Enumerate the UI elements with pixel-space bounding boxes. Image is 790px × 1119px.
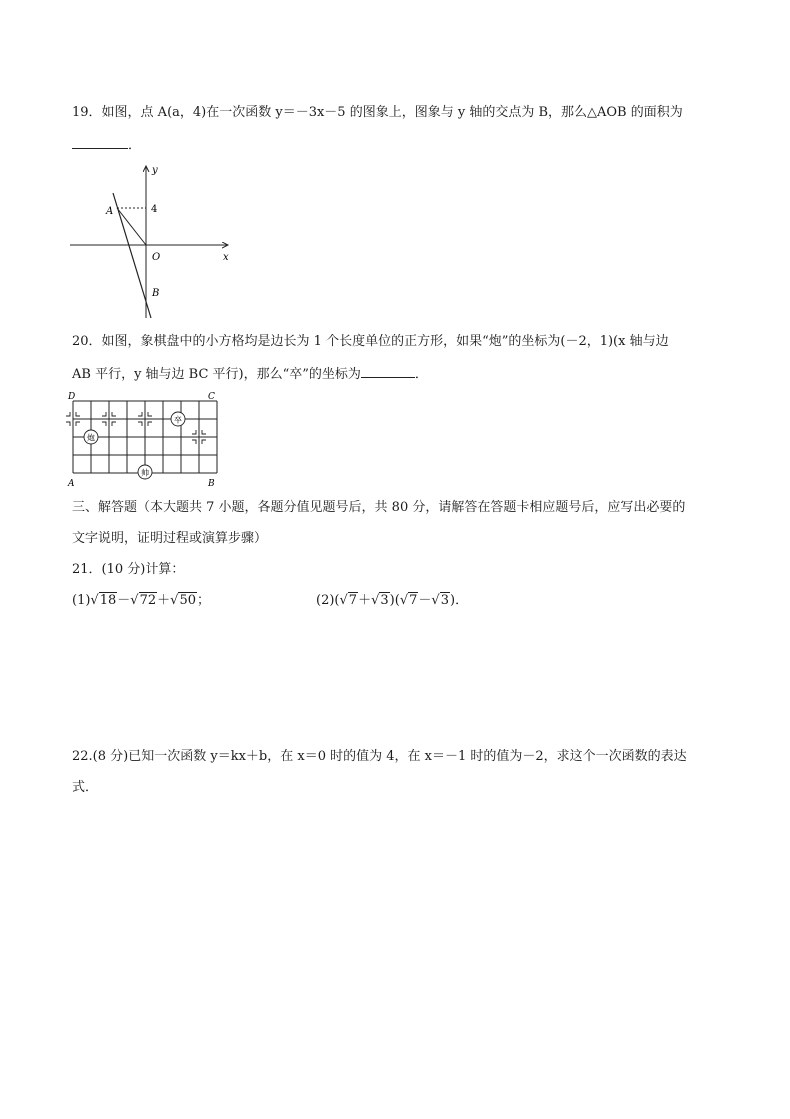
position-mark xyxy=(148,422,152,426)
piece-pao xyxy=(84,430,98,444)
section3-heading-line1: 三、解答题（本大题共 7 小题，各题分值见题号后，共 80 分，请解答在答题卡相应题号后，应写出必要的 xyxy=(72,500,686,515)
q21-p2-mid: )( xyxy=(389,593,400,608)
q21-part1 xyxy=(72,592,210,610)
q22-text-line1: 22.(8 分)已知一次函数 y＝kx＋b，在 x＝0 时的值为 4，在 x＝－1 时的值为－2，求这个一次函数的表达 xyxy=(72,749,687,764)
q19-label-y: y xyxy=(152,165,158,176)
position-mark xyxy=(138,422,142,426)
sqrt-3-b: √3 xyxy=(431,593,449,608)
q19-label-O: O xyxy=(152,252,161,263)
q20-text-line1: 20．如图，象棋盘中的小方格均是边长为 1 个长度单位的正方形，如果“炮”的坐标为(－2，1)(x 轴与边 xyxy=(72,334,669,349)
piece-zu-label: 卒 xyxy=(174,415,182,425)
position-mark xyxy=(102,412,106,416)
section3-heading-line2: 文字说明，证明过程或演算步骤） xyxy=(72,531,268,546)
q21-part2-end: )． xyxy=(450,593,469,608)
board-label-A: A xyxy=(68,479,75,489)
q21-part1-label: (1) xyxy=(72,593,91,608)
q19-figure xyxy=(68,160,238,320)
q21-op-plus: ＋ xyxy=(157,593,171,608)
chessboard-figure xyxy=(66,390,226,490)
position-mark xyxy=(66,422,70,426)
q22-text-line2: 式． xyxy=(72,780,99,795)
q21-op-minus: － xyxy=(117,593,131,608)
q20-text-line2 xyxy=(72,363,428,384)
q19-period: ． xyxy=(128,138,142,153)
q21-p2-op-plus: ＋ xyxy=(358,593,372,608)
position-mark xyxy=(112,412,116,416)
position-mark xyxy=(202,440,206,444)
position-mark xyxy=(148,412,152,416)
q21-p2-op-minus: － xyxy=(418,593,432,608)
position-mark xyxy=(112,422,116,426)
sqrt-72: √72 xyxy=(130,593,157,608)
q21-part2 xyxy=(316,592,468,610)
sqrt-3-a: √3 xyxy=(371,593,389,608)
q19-segment-AO xyxy=(117,208,146,245)
piece-zu xyxy=(171,412,185,426)
board-label-B: B xyxy=(208,479,215,489)
piece-shuai-label: 帅 xyxy=(141,468,149,478)
board-label-C: C xyxy=(208,392,215,402)
q21-part1-end: ； xyxy=(196,593,210,608)
q21-part2-label: (2)( xyxy=(316,593,340,608)
q19-label-A: A xyxy=(106,206,114,217)
piece-pao-label: 炮 xyxy=(87,433,95,443)
sqrt-7-b: √7 xyxy=(399,593,418,608)
sqrt-18: √18 xyxy=(90,593,117,608)
q19-answer-blank[interactable] xyxy=(72,134,128,149)
piece-shuai xyxy=(138,465,152,479)
q19-label-4: 4 xyxy=(151,204,158,215)
q19-text-line2 xyxy=(72,134,141,155)
sqrt-7-a: √7 xyxy=(339,593,358,608)
q19-function-line xyxy=(113,193,151,318)
position-mark xyxy=(138,412,142,416)
sqrt-50: √50 xyxy=(170,593,196,608)
position-mark xyxy=(76,412,80,416)
q20-answer-blank[interactable] xyxy=(361,363,415,378)
position-mark xyxy=(192,440,196,444)
position-mark xyxy=(202,430,206,434)
q19-text-line1: 19．如图，点 A(a，4)在一次函数 y＝－3x－5 的图象上，图象与 y 轴的交点为 B，那么△AOB 的面积为 xyxy=(72,105,683,120)
board-label-D: D xyxy=(68,392,76,402)
q19-label-x: x xyxy=(223,252,229,263)
position-mark xyxy=(66,412,70,416)
position-mark xyxy=(102,422,106,426)
q21-title: 21．(10 分)计算： xyxy=(72,562,185,577)
q20-text-line2-body: AB 平行，y 轴与边 BC 平行)，那么“卒”的坐标为 xyxy=(72,367,361,382)
q19-label-B: B xyxy=(152,288,160,299)
position-mark xyxy=(192,430,196,434)
q20-period: ． xyxy=(414,367,428,382)
position-mark xyxy=(76,422,80,426)
